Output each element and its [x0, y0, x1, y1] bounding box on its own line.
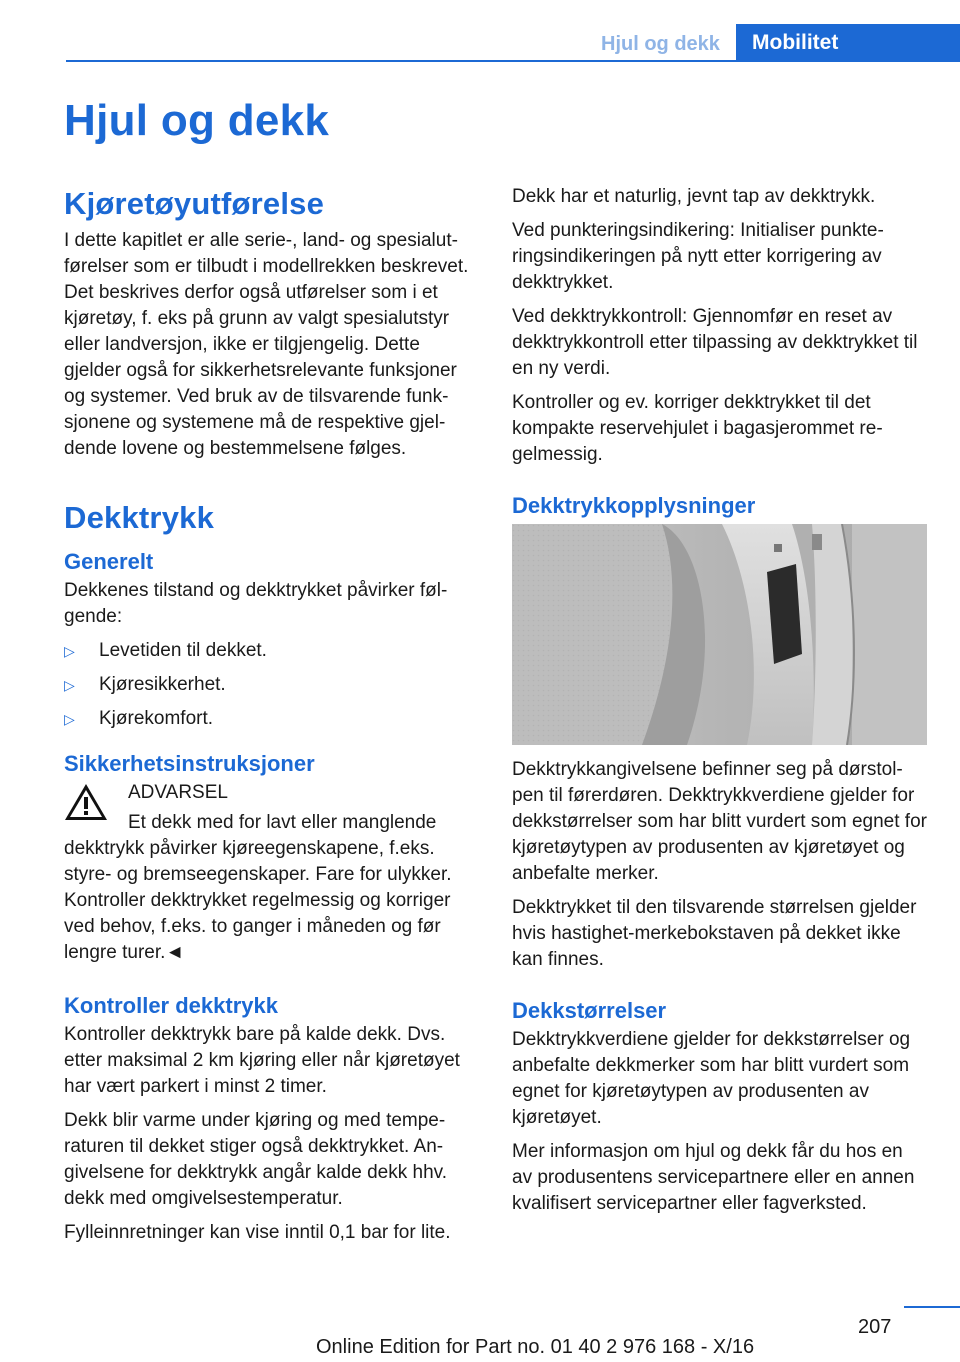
list-item-text: Kjøresikkerhet. [99, 674, 226, 695]
heading-tire-pressure: Dekktrykk [64, 500, 215, 535]
paragraph-right-2: Ved punkteringsindikering: Initialiser punkteringsindikeringen på nytt etter korrigering av dekktrykket. [512, 220, 884, 293]
warning-label: ADVARSEL [128, 782, 228, 803]
triangle-right-outline-icon: ▷ [64, 711, 75, 727]
page-number: 207 [858, 1316, 892, 1338]
paragraph-vehicle-version: I dette kapitlet er alle serie-, land- og spesialutførelser som er tilbudt i modellrekken beskrevet. Det beskrives derfor også utførelser som i et kjøretøy, f. eks på grunn av valgt spesialutstyr eller landversjon, ikke er tilgjengelig. Dette gjelder også for sikkerhetsrelevante funksjoner og systemer. Ved bruk av de tilsvarende funksjonene og systemene må de respektive gjeldende lovene og bestemmelsene følges. [64, 230, 469, 459]
footer-rule [904, 1306, 960, 1308]
heading-pressure-info: Dekktrykkopplysninger [512, 493, 756, 518]
paragraph-check-1: Kontroller dekktrykk bare på kalde dekk. Dvs. etter maksimal 2 km kjøring eller når kjøretøyet har vært parkert i minst 2 timer. [64, 1024, 460, 1097]
right-column [512, 184, 927, 1225]
list-item-text: Kjørekomfort. [99, 708, 214, 729]
paragraph-right-1: Dekk har et naturlig, jevnt tap av dekktrykk. [512, 186, 876, 207]
paragraph-sizes-2: Mer informasjon om hjul og dekk får du hos en av produsentens servicepartnere eller en annen kvalifisert servicepartner eller fagverksted. [512, 1141, 915, 1214]
triangle-right-outline-icon: ▷ [64, 677, 75, 693]
paragraph-general: Dekkenes tilstand og dekktrykket påvirker følgende: [64, 580, 448, 627]
heading-general: Generelt [64, 549, 154, 574]
paragraph-check-2: Dekk blir varme under kjøring og med temperaturen til dekket stiger også dekktrykket. Angivelsene for dekktrykk angår kalde dekk hhv. dekk med omgivelsestemperatur. [64, 1110, 448, 1209]
header-rule [66, 60, 960, 62]
paragraph-right-3: Ved dekktrykkontroll: Gjennomfør en reset av dekktrykkontroll etter tilpassing av dekktrykket til en ny verdi. [512, 306, 918, 379]
heading-safety: Sikkerhetsinstruksjoner [64, 751, 315, 776]
paragraph-info-2: Dekktrykket til den tilsvarende størrelsen gjelder hvis hastighet-merkebokstaven på dekket ikke kan finnes. [512, 897, 917, 970]
heading-check-pressure: Kontroller dekktrykk [64, 993, 278, 1018]
warning-box [64, 780, 479, 966]
list-item [64, 638, 479, 664]
footer-edition: Online Edition for Part no. 01 40 2 976 168 - X/16 [316, 1336, 755, 1358]
door-pillar-photo [512, 524, 927, 745]
page-title: Hjul og dekk [64, 96, 330, 145]
list-item [64, 672, 479, 698]
heading-tire-sizes: Dekkstørrelser [512, 998, 667, 1023]
paragraph-sizes-1: Dekktrykkverdiene gjelder for dekkstørrelser og anbefalte dekkmerker som har blitt vurdert som egnet for kjøretøytypen av produsenten av kjøretøyet. [512, 1029, 911, 1128]
paragraph-check-3: Fylleinnretninger kan vise inntil 0,1 bar for lite. [64, 1222, 451, 1243]
header-section-tab [601, 26, 720, 62]
paragraph-right-4: Kontroller og ev. korriger dekktrykket til det kompakte reservehjulet i bagasjerommet regelmessig. [512, 392, 883, 465]
warning-body: dekktrykk påvirker kjøreegenskapene, f.eks. styre- og bremseegenskaper. Fare for ulykker. Kontroller dekktrykket regelmessig og korriger ved behov, f.eks. to ganger i måneden og før lengre turer.◄ [64, 838, 452, 963]
header-section-label: Hjul og dekk [601, 33, 720, 55]
heading-vehicle-version: Kjøretøyutførelse [64, 186, 325, 221]
warning-triangle-icon [64, 782, 108, 822]
left-column [64, 184, 479, 1254]
paragraph-info-1: Dekktrykkangivelsene befinner seg på dørstolpen til førerdøren. Dekktrykkverdiene gjelder for dekkstørrelser som har blitt vurdert som egnet for kjøretøytypen av produsenten av kjøretøyet og anbefalte merker. [512, 759, 927, 884]
header-chapter-tab [736, 24, 960, 62]
list-item-text: Levetiden til dekket. [99, 640, 267, 661]
list-item [64, 706, 479, 732]
header-chapter-label: Mobilitet [752, 31, 839, 54]
warning-lead: Et dekk med for lavt eller manglende [128, 812, 437, 833]
bullet-list [64, 638, 479, 732]
triangle-right-outline-icon: ▷ [64, 643, 75, 659]
